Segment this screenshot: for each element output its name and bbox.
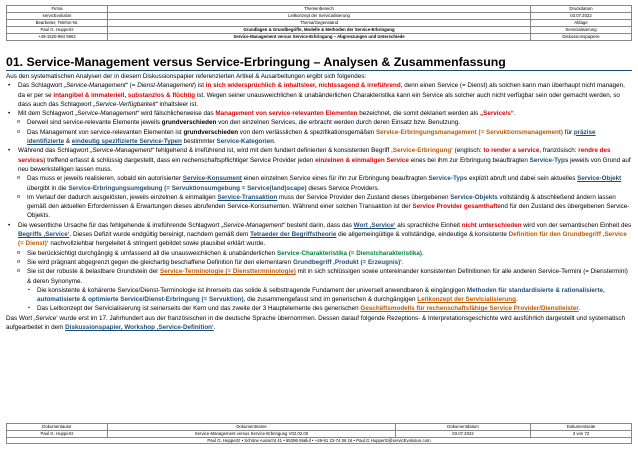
subject-line-2: Service-Management versus Service-Erbringung – Abgrenzungen und Unterschiede bbox=[108, 34, 531, 41]
finding-subitem-4c: o Sie ist der robuste & belastbare Grundstein der Service-Terminologie (= Diensttermninologie) mit in sich schlüssigen sowie untereinander konsistenten Definitionen für alle anderen Service-Termini (= Dienstermini) & deren Synonyme. bbox=[6, 267, 632, 286]
finding-subitem-2b: o Das Management von service-relevanten Elementen ist grundverschieden von dem verlässlichen & spezifikationsgemäßen Service-Erbringungsmanagement (= Servuktionsmanagement) für präzise identifizierte & eindeutig spezifizierte Service-Typen bestimmter Service-Kategorien. bbox=[6, 128, 632, 147]
footer-page-label: Dokumentseite bbox=[531, 424, 632, 431]
filing-label: Ablage bbox=[531, 20, 632, 27]
editor-name: Paul G. Huppertz bbox=[7, 27, 108, 34]
footer-page-number: 3 von 72 bbox=[531, 430, 632, 437]
footer-docname: Service-Management versus Service-Erbringung V02.02.00 bbox=[108, 430, 396, 437]
findings-list bbox=[6, 81, 632, 313]
document-footer bbox=[6, 423, 632, 444]
print-date-label: Druckdatum bbox=[531, 6, 632, 13]
finding-subitem-2a: o Derweil sind service-relevante Elemente jeweils grundverschieden von den einzelnen Services, die erbracht werden durch deren Einsatz bzw. Benutzung. bbox=[6, 118, 632, 127]
finding-subitem-3b: o Im Verlauf der dadurch ausgelösten, jeweils einzelnen & einmaligen Service-Transaktion muss der Service Provider den Zustand dieses übergebenen Service-Objekts vollständig & abschließend ändern lassen gemäß den aktuellen Erfordernissen & Erwartungen dieses abrufenden Service-Konsumenten. Während einer solchen Transaktion ist der Service Provider gesamthaftend für den Zustand des übergebenen Service-Objekts. bbox=[6, 193, 632, 221]
footer-docdate-label: Dokumentdatum bbox=[396, 424, 531, 431]
editor-phone: +49-1520-984 5962 bbox=[7, 34, 108, 41]
topic-area-label: Themenbereich bbox=[108, 6, 531, 13]
footer-author-label: Dokumentautor bbox=[7, 424, 108, 431]
finding-subitem-3a: o Das muss er jeweils realisieren, sobald ein autorisierter Service-Konsument einen einzelnen Service eines für ihn zur Erbringung beauftragten Service-Typs explizit abruft und dabei sein aktuelles Service-Objekt übergibt in die Service-Erbringungsumgebung (= Servuktionsumgebung = Service(land)scape) dieses Service Providers. bbox=[6, 174, 632, 193]
section-title: 01. Service-Management versus Service-Erbringung – Analysen & Zusammenfassung bbox=[6, 55, 506, 69]
footer-docdate: 03.07.2022 bbox=[396, 430, 531, 437]
footer-author: Paul G. Huppertz bbox=[7, 430, 108, 437]
company-label: Firma bbox=[7, 6, 108, 13]
closing-paragraph: Das Wort ‚Service‘ wurde erst im 17. Jahrhundert aus der französischen in die deutsche Sprache übernommen. Dessen darauf folgende Rezeptions- & Interpretationsgeschichte wird ausführlich dargestellt und systematisch aufgearbeitet in dem Diskussionspapier, Workshop ‚Service-Definition‘. bbox=[6, 314, 626, 332]
finding-subitem-4b: o Sie wird prägnant abgegrenzt gegen die gleichartig beschaffene Definition für den elementaren Grundbegriff ‚Produkt (= Erzeugnis)‘. bbox=[6, 258, 632, 267]
finding-item-4: • Die wesentliche Ursache für das fehlgehende & irreführende Schlagwort „Service-Management“ besteht darin, dass das Wort ‚Service‘ als sprachliche Einheit nicht unterschieden wird von der semantischen Einheit des Begriffs ‚Service‘. Dieses Defizit wurde endgültig bereinigt, nachdem gemäß dem Tetraeder der Begriffstheorie die allgemeingültige & vollständige, eindeutige & konsistente Definition für den Grundbegriff ‚Service (= Dienst)‘ nachvollziehbar hergeleitet & stringent gebildet sowie plausibel erklärt wurde. bbox=[6, 221, 632, 249]
finding-subitem-4c-ii: ▪ Das Leitkonzept der Servicialisierung ist seinerseits der Kern und das zweite der 3 Hauptelemente des generischen Geschäftsmodells für rechenschaftsfähige Service Provider/Dienstleister. bbox=[6, 304, 632, 313]
finding-item-3: • Während das Schlagwort „Service-Management“ fehlgehend & irreführend ist, wird mit dem fundiert definierten & konsistenten Begriff ‚Service-Erbringung‘ (englisch: to render a service, französisch: rendre des services) treffend erfasst & schlüssig dargestellt, dass ein rechenschaftspflichtiger Service Provider jeden einzelnen & einmaligen Service eines bei ihm zur Erbringung beauftragten Service-Typs jeweils von Grund auf neu bewerkstelligen lassen muss. bbox=[6, 146, 632, 174]
document-header bbox=[6, 5, 632, 41]
filing-value-2: Diskussionspapiere bbox=[531, 34, 632, 41]
finding-item-1: • Das Schlagwort „Service-Management“ (= Dienst-Management) ist in sich widersprüchlich & inhaltsleer, nichtssagend & irreführend, denn einen Service (= Dienst) als solchen kann man überhaupt nicht managen, da er per se intangibel & immateriell, substanzlos & flüchtig ist. Wegen seiner unausweichlichen & unabänderlichen Charakteristika kann ein Service als solcher auch nicht verfügbar sein oder gemacht werden, so dass auch das Schlagwort „Service-Verfügbarkeit“ inhaltsleer ist. bbox=[6, 81, 632, 109]
subject-line-1: Grundlagen & Grundbegriffe, Modelle & Methoden der Service-Erbringung bbox=[108, 27, 531, 34]
intro-paragraph: Aus den systematischen Analysen der in diesem Diskussionspapier referenzierten Artikel & Ausarbeitungen ergibt sich folgendes: bbox=[6, 73, 367, 80]
filing-value-1: Servicialisierung bbox=[531, 27, 632, 34]
footer-contact: Paul G. Huppertz • Schöne Aussicht 41 • 65396 Walluf • +49-61 23-74 06 16 • Paul.G.Huppertz@servicEvolution.com bbox=[7, 437, 632, 444]
document-body bbox=[6, 72, 632, 332]
topic-area-value: Leitkonzept der Servicialisierung bbox=[108, 13, 531, 20]
title-divider bbox=[6, 70, 632, 71]
editor-label: Bearbeiter, Telefon-Nr. bbox=[7, 20, 108, 27]
footer-docname-label: Dokumentname bbox=[108, 424, 396, 431]
print-date-value: 03.07.2022 bbox=[531, 13, 632, 20]
company-value: servicEvolution bbox=[7, 13, 108, 20]
finding-subitem-4a: o Sie berücksichtigt durchgängig & umfassend all die unausweichlichen & unabänderlichen Service-Charakteristika (= Dienstcharakteristika). bbox=[6, 249, 632, 258]
finding-subitem-4c-i: ▪ Die konsistente & kohärente Service/Dienst-Terminologie ist ihrerseits das solide & selbsttragende Fundament der universell anwendbaren & eingängigen Methoden für standardisierte & rationalisierte, automatisierte & optimierte Service/Dienst-Erbringung (= Servuktion), die zusammengefasst sind im generischen & durchgängigen Leitkonzept der Servicialisierung. bbox=[6, 286, 632, 305]
subject-label: Thema/Gegenstand bbox=[108, 20, 531, 27]
finding-item-2: • Mit dem Schlagwort „Service-Management“ wird fälschlicherweise das Management von service-relevanten Elementen bezeichnet, die somit deklariert werden als „Service/s“. bbox=[6, 109, 632, 118]
